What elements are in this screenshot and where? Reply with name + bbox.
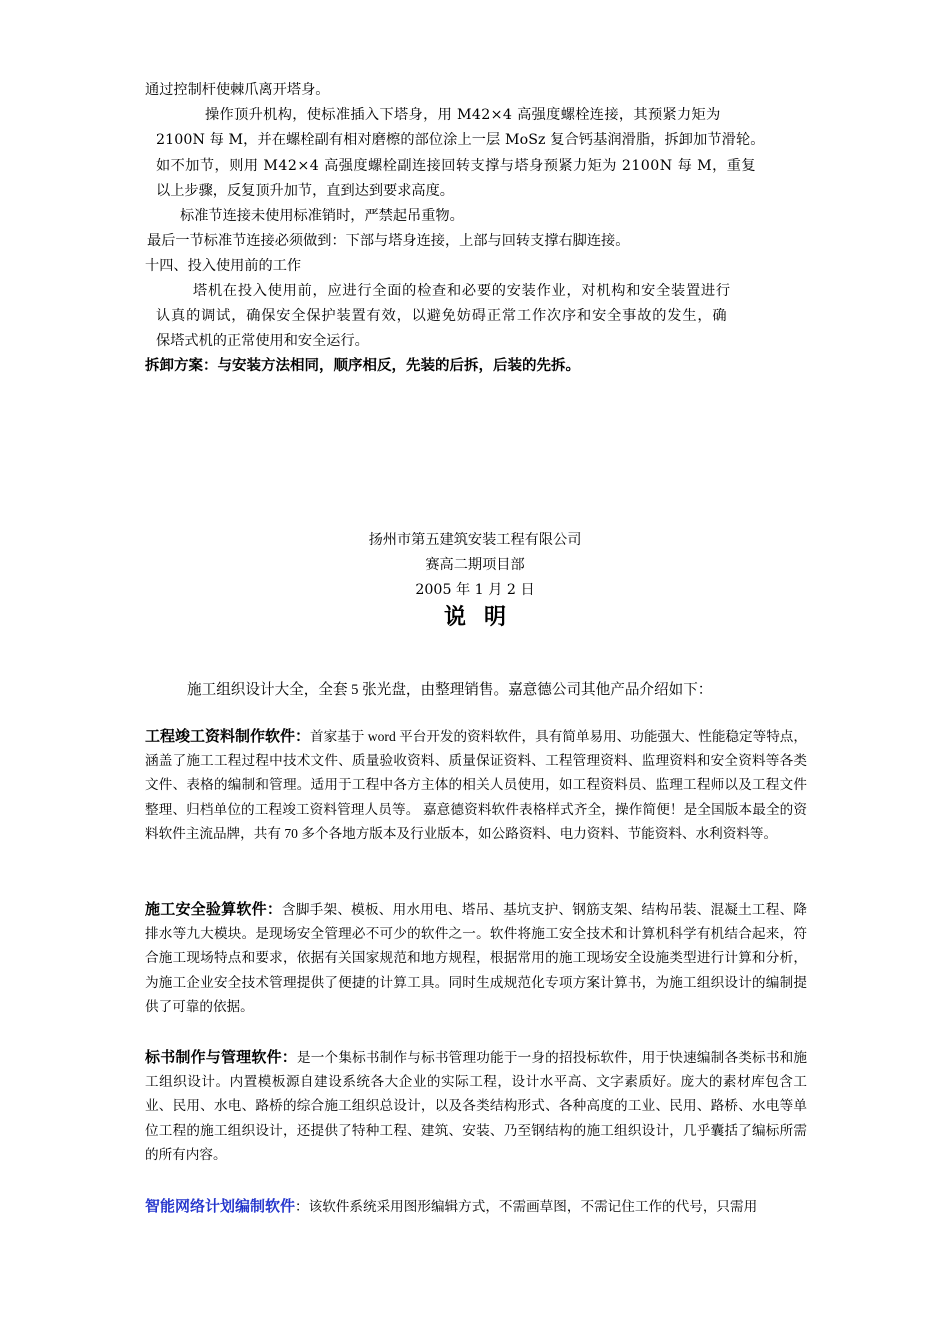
product-name: 施工安全验算软件： [145, 900, 283, 918]
product-description: ：该软件系统采用图形编辑方式，不需画草图，不需记住工作的代号，只需用 [295, 1199, 758, 1214]
text-line: 标准节连接未使用标准销时，严禁起吊重物。 [180, 208, 464, 224]
text-line: 认真的调试，确保安全保护装置有效，以避免妨碍正常工作次序和安全事故的发生，确 [156, 308, 728, 324]
product-name: 标书制作与管理软件： [145, 1048, 297, 1066]
text-line: 如不加节，则用 M42×4 高强度螺栓副连接回转支撑与塔身预紧力矩为 2100N 每 M，重复 [156, 158, 757, 174]
text-line: 通过控制杆使棘爪离开塔身。 [145, 82, 330, 98]
product-item [145, 897, 807, 1019]
product-name: 工程竣工资料制作软件： [145, 727, 311, 745]
company-name: 扬州市第五建筑安装工程有限公司 [368, 532, 582, 548]
text-line: 操作顶升机构，使标准插入下塔身，用 M42×4 高强度螺栓连接，其预紧力矩为 [205, 107, 721, 123]
product-description: 首家基于 word 平台开发的资料软件，具有简单易用、功能强大、性能稳定等特点，涵盖了施工工程过程中技术文件、质量验收资料、质量保证资料、工程管理资料、监理资料和安全资料等各类文件、表格的编制和管理。适用于工程中各方主体的相关人员使用，如工程资料员、监理工程师以及工程文件整理、归档单位的工程竣工资料管理人员等。 嘉意德资料软件表格样式齐全，操作简便！是全国版本最全的资料软件主流品牌，共有 70 多个各地方版本及行业版本，如公路资料、电力资料、节能资料、水利资料等。 [145, 729, 807, 841]
product-item [145, 1194, 807, 1219]
text-line: 保塔式机的正常使用和安全运行。 [156, 333, 369, 349]
section-heading: 十四、投入使用前的工作 [145, 258, 302, 274]
product-description: 是一个集标书制作与标书管理功能于一身的招投标软件，用于快速编制各类标书和施工组织设计。内置模板源自建设系统各大企业的实际工程，设计水平高、文字素质好。庞大的素材库包含工业、民用、水电、路桥的综合施工组织总设计，以及各类结构形式、各种高度的工业、民用、路桥、水电等单位工程的施工组织设计，还提供了特种工程、建筑、安装、乃至钢结构的施工组织设计，几乎囊括了编标所需的所有内容。 [145, 1050, 807, 1162]
product-item [145, 1045, 807, 1167]
document-date: 2005 年 1 月 2 日 [415, 582, 535, 598]
product-item [145, 724, 807, 846]
dismantle-note: 拆卸方案：与安装方法相同，顺序相反，先装的后拆，后装的先拆。 [145, 358, 580, 374]
department-name: 赛高二期项目部 [425, 557, 525, 573]
text-line: 2100N 每 M，并在螺栓副有相对磨檫的部位涂上一层 MoSz 复合钙基润滑脂，拆卸加节滑轮。 [156, 132, 765, 148]
text-line: 塔机在投入使用前，应进行全面的检查和必要的安装作业，对机构和安全装置进行 [193, 283, 731, 299]
product-description: 含脚手架、模板、用水用电、塔吊、基坑支护、钢筋支架、结构吊装、混凝土工程、降排水等九大模块。是现场安全管理必不可少的软件之一。软件将施工安全技术和计算机科学有机结合起来，符合施工现场特点和要求，依据有关国家规范和地方规程，根据常用的施工现场安全设施类型进行计算和分析，为施工企业安全技术管理提供了便捷的计算工具。同时生成规范化专项方案计算书，为施工组织设计的编制提供了可靠的依据。 [145, 902, 807, 1014]
page-title: 说明 [443, 604, 524, 630]
text-line: 最后一节标准节连接必须做到：下部与塔身连接，上部与回转支撑右脚连接。 [147, 233, 630, 249]
product-name: 智能网络计划编制软件 [145, 1197, 296, 1215]
text-line: 以上步骤，反复顶升加节，直到达到要求高度。 [156, 183, 454, 199]
intro-text: 施工组织设计大全，全套 5 张光盘，由整理销售。嘉意德公司其他产品介绍如下： [187, 682, 713, 698]
